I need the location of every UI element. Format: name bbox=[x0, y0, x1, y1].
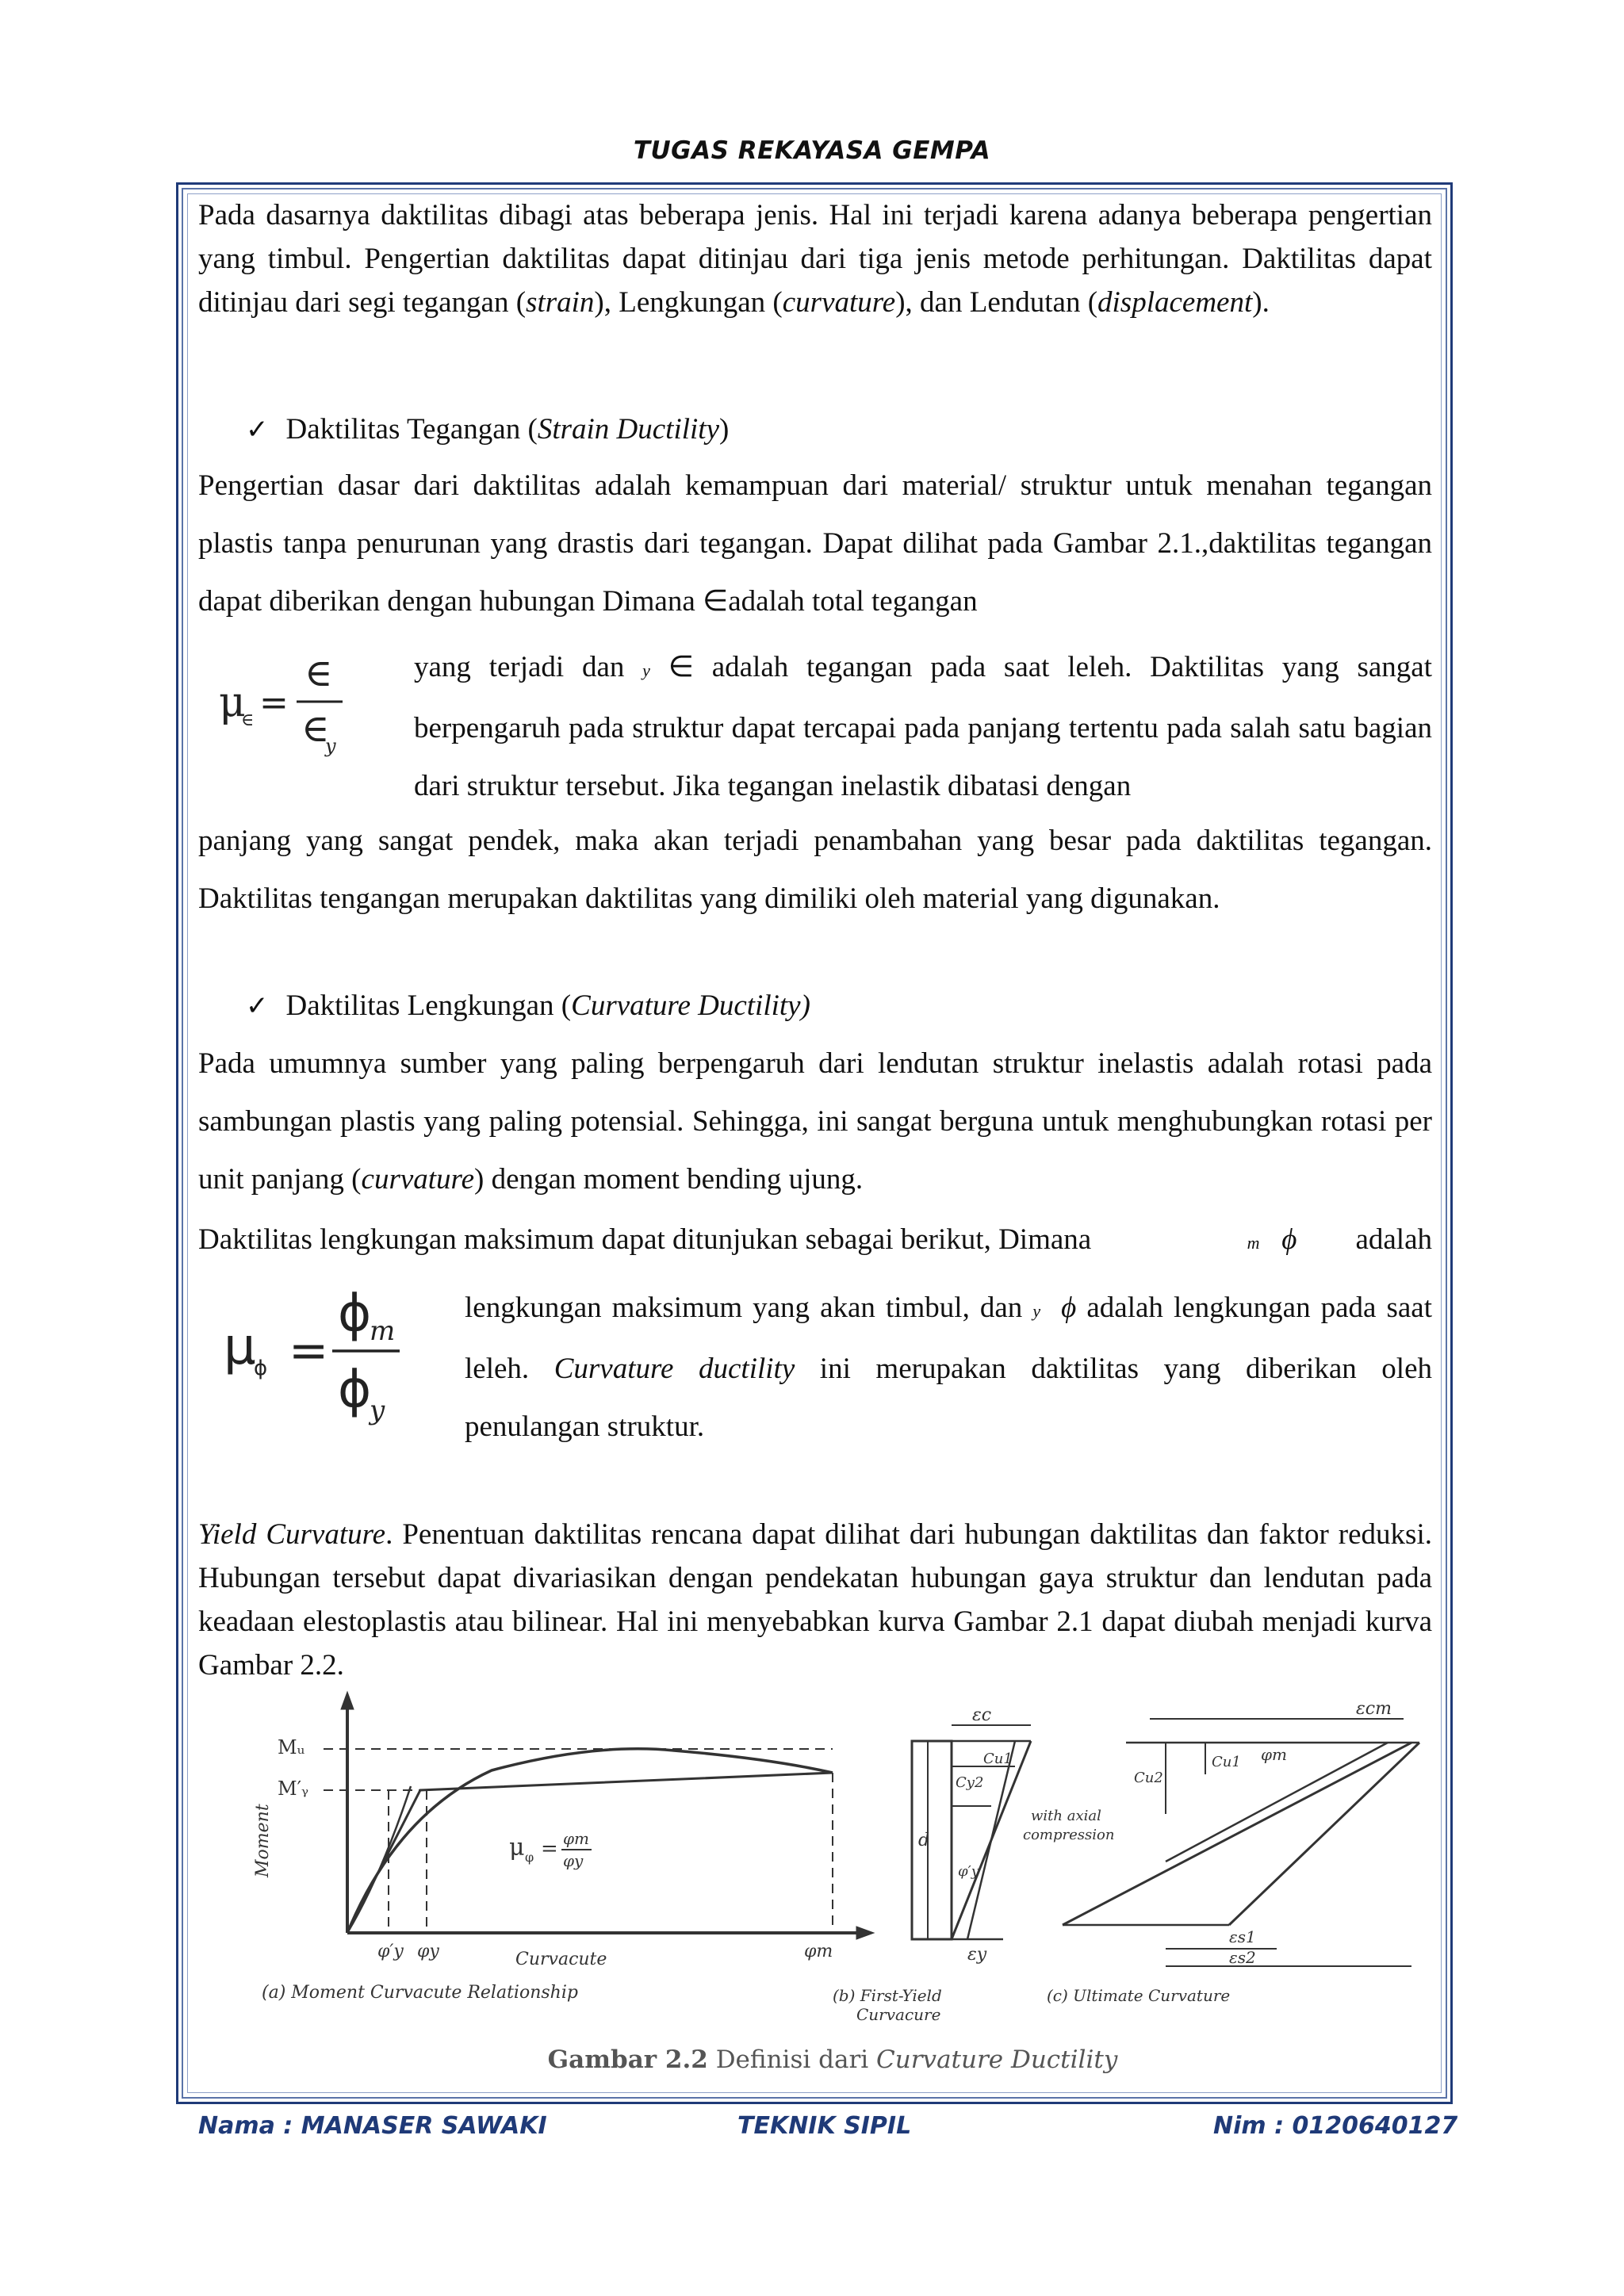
svg-text:Moment: Moment bbox=[253, 1804, 273, 1877]
curvature-ductility-equation bbox=[219, 1269, 425, 1435]
curvature-ductility-heading: ✓ Daktilitas Lengkungan (Curvature Ductility) bbox=[246, 989, 810, 1022]
svg-text:Cu1: Cu1 bbox=[1212, 1754, 1241, 1770]
svg-text:εy: εy bbox=[967, 1945, 987, 1965]
svg-text:εs1: εs1 bbox=[1229, 1927, 1256, 1946]
strain-side-text: yang terjadi dan y ∈ adalah tegangan pada saat leleh. Daktilitas yang sangat berpengaruh pada struktur dapat tercapai pada panjang tertentu pada salah satu bagian dari struktur tersebut. Jika tegangan inelastik dibatasi dengan bbox=[414, 651, 1432, 802]
svg-text:=: = bbox=[259, 683, 289, 723]
svg-text:Cu1: Cu1 bbox=[983, 1751, 1013, 1767]
epsilon-denominator: ∈ bbox=[301, 706, 330, 751]
strain-paragraph-2: panjang yang sangat pendek, maka akan terjadi penambahan yang besar pada daktilitas tegangan. Daktilitas tengangan merupakan daktilitas yang dimiliki oleh material yang digunakan. bbox=[198, 825, 1432, 915]
svg-text:with axial: with axial bbox=[1031, 1808, 1101, 1824]
mu-symbol: μ bbox=[219, 679, 246, 726]
svg-text:φy: φy bbox=[563, 1851, 584, 1870]
figure-caption: Gambar 2.2 Definisi dari Curvature Ductility bbox=[547, 2045, 1118, 2074]
svg-text:d: d bbox=[918, 1831, 930, 1850]
mu-subscript: ∈ bbox=[241, 710, 255, 730]
curvature-ductility-figure bbox=[230, 1687, 1435, 2084]
footer-nim: Nim : 0120640127 bbox=[1213, 2112, 1458, 2140]
svg-text:Cu2: Cu2 bbox=[1134, 1770, 1163, 1786]
mu-subscript: ϕ bbox=[254, 1357, 268, 1380]
checkmark-icon: ✓ bbox=[246, 990, 269, 1022]
mu-symbol: μ bbox=[224, 1318, 256, 1376]
svg-text:φ′y: φ′y bbox=[958, 1863, 979, 1880]
strain-ductility-heading: ✓ Daktilitas Tegangan (Strain Ductility) bbox=[246, 413, 730, 446]
svg-text:φ′y: φ′y bbox=[377, 1942, 404, 1961]
svg-text:Cy2: Cy2 bbox=[956, 1774, 984, 1791]
svg-text:εs2: εs2 bbox=[1229, 1948, 1256, 1967]
svg-text:=: = bbox=[541, 1837, 558, 1861]
checkmark-icon: ✓ bbox=[246, 414, 269, 446]
svg-text:μ: μ bbox=[509, 1834, 525, 1862]
phi-numerator-subscript: m bbox=[370, 1315, 396, 1347]
svg-text:(a) Moment Curvacute Relations: (a) Moment Curvacute Relationship bbox=[262, 1983, 578, 2003]
svg-text:Curvacute: Curvacute bbox=[515, 1950, 607, 1969]
footer-department: TEKNIK SIPIL bbox=[737, 2112, 912, 2140]
epsilon-denominator-subscript: y bbox=[325, 735, 336, 757]
svg-text:=: = bbox=[289, 1323, 329, 1379]
svg-text:compression: compression bbox=[1023, 1827, 1115, 1843]
strain-paragraph-1: Pengertian dasar dari daktilitas adalah kemampuan dari material/ struktur untuk menahan tegangan plastis tanpa penurunan yang drastis dari tegangan. Dapat dilihat pada Gambar 2.1.,daktilitas tegangan dapat diberikan dengan hubungan Dimana ∈adalah total tegangan bbox=[198, 469, 1432, 618]
svg-text:εc: εc bbox=[972, 1705, 992, 1725]
svg-text:φ: φ bbox=[525, 1850, 534, 1865]
intro-paragraph: Pada dasarnya daktilitas dibagi atas beberapa jenis. Hal ini terjadi karena adanya beberapa pengertian yang timbul. Pengertian daktilitas dapat ditinjau dari tiga jenis metode perhitungan. Daktilitas dapat ditinjau dari segi tegangan (strain), Lengkungan (curvature), dan Lendutan (displacement). bbox=[198, 199, 1432, 319]
curvature-paragraph-1: Pada umumnya sumber yang paling berpengaruh dari lendutan struktur inelastis adalah rotasi pada sambungan plastis yang paling potensial. Sehingga, ini sangat berguna untuk menghubungkan rotasi per unit panjang (curvature) dengan moment bending ujung. bbox=[198, 1047, 1432, 1196]
svg-text:(b) First-Yield: (b) First-Yield bbox=[833, 1986, 942, 2005]
svg-text:φm: φm bbox=[563, 1829, 589, 1848]
epsilon-numerator: ∈ bbox=[304, 651, 333, 695]
page-header: TUGAS REKAYASA GEMPA bbox=[633, 136, 991, 165]
svg-text:φm: φm bbox=[1261, 1745, 1287, 1764]
svg-text:Mᵤ: Mᵤ bbox=[278, 1736, 305, 1758]
yield-curvature-paragraph: Yield Curvature. Penentuan daktilitas rencana dapat dilihat dari hubungan daktilitas dan faktor reduksi. Hubungan tersebut dapat divariasikan dengan pendekatan hubungan gaya struktur dan lendutan pada keadaan elestoplastis atau bilinear. Hal ini menyebabkan kurva Gambar 2.1 dapat diubah menjadi kurva Gambar 2.2. bbox=[198, 1518, 1432, 1682]
strain-ductility-equation bbox=[216, 646, 358, 765]
moment-curvature-plot bbox=[253, 1692, 874, 2003]
curvature-side-text: lengkungan maksimum yang akan timbul, dan y ϕ adalah lengkungan pada saat leleh. Curvature ductility ini merupakan daktilitas yang diberikan oleh penulangan struktur. bbox=[465, 1292, 1433, 1443]
svg-text:Curvacure: Curvacure bbox=[856, 2005, 941, 2024]
svg-text:M′ᵧ: M′ᵧ bbox=[278, 1777, 309, 1800]
phi-numerator: ϕ bbox=[338, 1284, 372, 1343]
phi-denominator: ϕ bbox=[338, 1360, 372, 1419]
footer-name: Nama : MANASER SAWAKI bbox=[198, 2112, 547, 2140]
first-yield-diagram bbox=[833, 1705, 1114, 2024]
curvature-paragraph-line: Daktilitas lengkungan maksimum dapat ditunjukan sebagai berikut, Dimana m ϕ adalah bbox=[198, 1223, 1432, 1256]
svg-text:(c) Ultimate Curvature: (c) Ultimate Curvature bbox=[1047, 1986, 1231, 2005]
svg-text:εcm: εcm bbox=[1356, 1699, 1392, 1719]
svg-text:φy: φy bbox=[417, 1942, 439, 1961]
phi-denominator-subscript: y bbox=[370, 1395, 385, 1426]
ultimate-curvature-diagram bbox=[1047, 1699, 1419, 2005]
svg-text:φm: φm bbox=[804, 1942, 833, 1961]
